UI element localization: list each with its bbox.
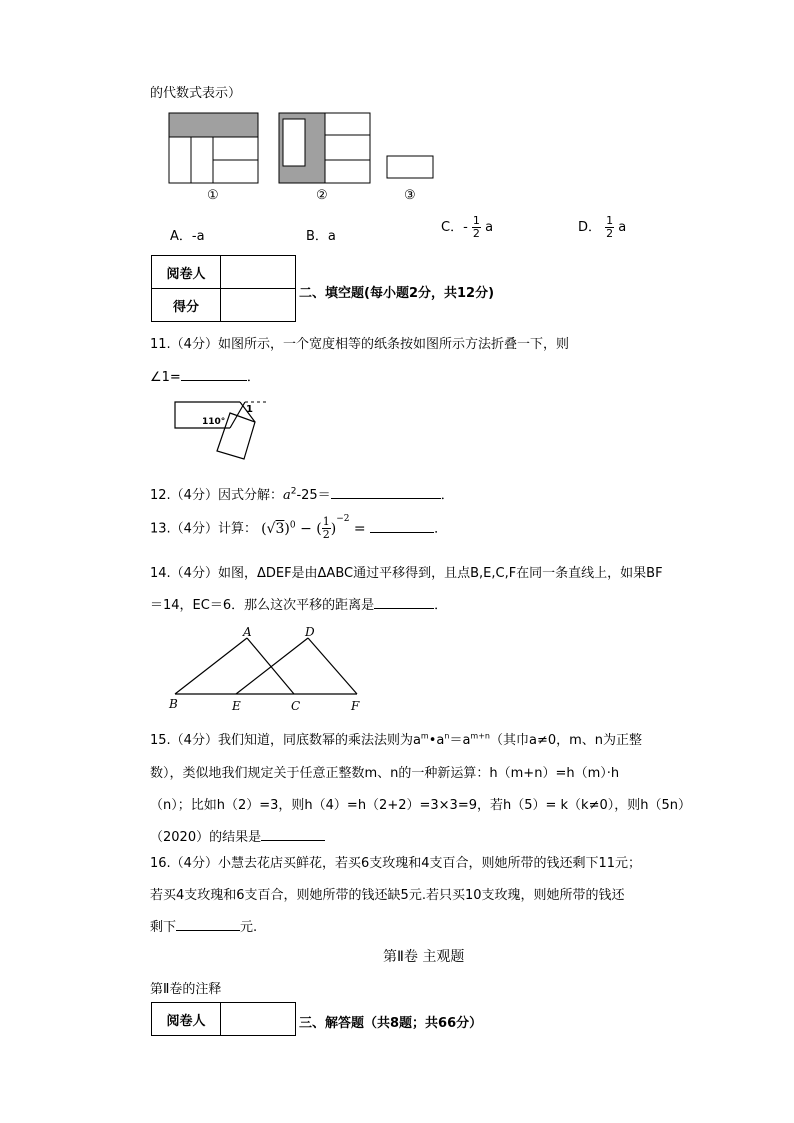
answer-blank-13[interactable] [370, 532, 434, 533]
point-e-label: E [232, 699, 241, 713]
angle-110-label: 110° [202, 417, 226, 427]
figure-2-rectangles [279, 113, 371, 184]
question-14-answer-line: ＝14，EC＝6．那么这次平移的距离是 ． [150, 598, 448, 613]
point-a-label: A [243, 625, 252, 639]
section-2-title: 二、填空题(每小题2分，共12分) [299, 286, 495, 301]
figure-1-rectangles [169, 113, 259, 184]
answer-blank-11[interactable] [181, 380, 247, 381]
figure-3-rectangle [387, 156, 434, 180]
question-15-line-2: 数），类似地我们规定关于任意正整数m、n的一种新运算：h（m+n）=h（m）·h [150, 766, 620, 781]
question-14-text: 14.（4分）如图，ΔDEF是由ΔABC通过平移得到，且点B,E,C,F在同一条直线上，如果BF [150, 566, 663, 581]
option-c[interactable]: C．- $\frac{1}{2}$ a [441, 214, 494, 240]
question-11-text: 11.（4分）如图所示，一个宽度相等的纸条按如图所示方法折叠一下，则 [150, 337, 569, 352]
question-16-line-1: 16.（4分）小慧去花店买鲜花，若买6支玫瑰和4支百合，则她所带的钱还剩下11元； [150, 856, 642, 871]
question-15-line-4: （2020）的结果是 [150, 826, 325, 845]
point-f-label: F [351, 699, 360, 713]
reviewer-label: 阅卷人 [152, 256, 221, 289]
figure-3-label: ③ [404, 188, 416, 203]
figure-1-label: ① [207, 188, 219, 203]
answer-blank-15[interactable] [261, 840, 325, 841]
grader-box [151, 255, 296, 322]
question-11-answer-line: ∠1= ． [150, 370, 260, 385]
angle-1-label: 1 [246, 404, 253, 415]
part-2-title: 第Ⅱ卷 主观题 [383, 949, 465, 965]
question-15-line-1: 15.（4分）我们知道，同底数幂的乘法法则为$a^m•a^n=a^{m+n}$（其巾a≠0，m、n为正整 [150, 731, 643, 748]
figure-translated-triangles [165, 625, 375, 715]
question-16-line-2: 若买4支玫瑰和6支百合，则她所带的钱还缺5元.若只买10支玫瑰，则她所带的钱还 [150, 888, 625, 903]
question-12-text: 12.（4分）因式分解：$a^2-25=$ ． [150, 486, 454, 503]
reviewer-cell[interactable] [221, 256, 296, 289]
answer-blank-14[interactable] [374, 608, 434, 609]
question-10-tail: 的代数式表示） [150, 86, 242, 101]
question-13-text: 13.（4分）计算： $(√3)^0$ − ( $\frac{1}{2}$ )$^{-2}$ = ． [150, 513, 448, 541]
option-d[interactable]: D． $\frac{1}{2}$ a [578, 214, 627, 240]
score-label: 得分 [152, 289, 221, 322]
answer-blank-16[interactable] [176, 930, 240, 931]
reviewer-cell-section-3[interactable] [221, 1003, 296, 1036]
score-cell[interactable] [221, 289, 296, 322]
part-2-note: 第Ⅱ卷的注释 [150, 982, 222, 997]
question-15-line-3: （n）；比如h（2）=3，则h（4）=h（2+2）=3×3=9，若h（5）= k（k≠0），则h（5n） [150, 798, 691, 813]
reviewer-label-section-3: 阅卷人 [152, 1003, 221, 1036]
point-c-label: C [291, 699, 301, 713]
option-b[interactable]: B．a [306, 229, 336, 244]
figure-folded-strip [170, 395, 280, 460]
section-3-title: 三、解答题（共8题；共66分） [299, 1016, 483, 1031]
option-a[interactable]: A．-a [170, 229, 205, 244]
point-b-label: B [169, 697, 178, 711]
grader-box-section-3 [151, 1002, 296, 1036]
question-16-line-3: 剩下 元. [150, 920, 258, 935]
point-d-label: D [305, 625, 315, 639]
answer-blank-12[interactable] [331, 498, 441, 499]
figure-2-label: ② [316, 188, 328, 203]
